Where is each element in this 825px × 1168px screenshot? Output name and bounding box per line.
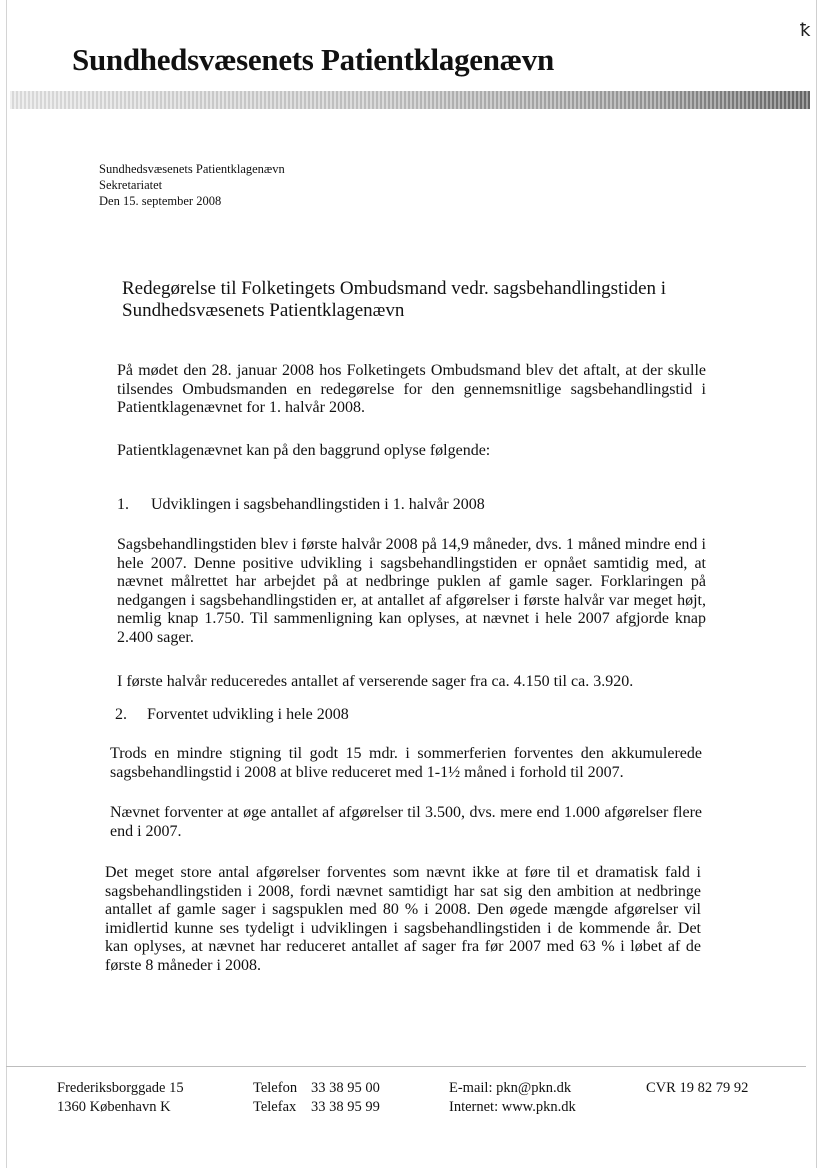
footer-fax: 33 38 95 99 xyxy=(311,1099,380,1115)
sender-date: Den 15. september 2008 xyxy=(99,194,222,208)
scan-right-edge xyxy=(816,0,817,1168)
section-2-heading xyxy=(115,706,349,725)
section-1-number: 1. xyxy=(117,496,129,513)
lead-paragraph: Patientklagenævnet kan på den baggrund oplyse følgende: xyxy=(117,442,491,459)
footer-phone-label: Telefon xyxy=(253,1080,298,1096)
scan-left-edge xyxy=(6,0,7,1168)
sender-department: Sekretariatet xyxy=(99,178,163,192)
section-1-heading xyxy=(117,496,485,515)
footer-cvr: CVR 19 82 79 92 xyxy=(646,1080,749,1096)
footer-contact xyxy=(449,1079,576,1117)
section-2-title: Forventet udvikling i hele 2008 xyxy=(147,706,349,723)
footer-street: Frederiksborggade 15 xyxy=(57,1080,184,1096)
intro-paragraph: På mødet den 28. januar 2008 hos Folketingets Ombudsmand blev det aftalt, at der skulle tilsendes Ombudsmanden en redegørelse for den gennemsnitlige sagsbehandlingstid i Patientklagenævnet for 1. halvår 2008. xyxy=(117,362,706,416)
footer-divider xyxy=(6,1066,806,1067)
footer-fax-label: Telefax xyxy=(253,1099,297,1115)
section-2-paragraph-3: Det meget store antal afgørelser forventes som nævnt ikke at føre til et dramatisk fald i sagsbehandlingstiden i 2008, fordi nævnet samtidigt har sat sig den ambition at nedbringe antallet af gamle sager i sagspuklen med 80 % i 2008. Den øgede mængde afgørelser vil imidlertid kunne ses tydeligt i udviklingen i sagsbehandlingstiden i de kommende år. Det kan oplyses, at nævnet har reduceret antallet af sager fra før 2007 med 63 % i løbet af de første 8 måneder i 2008. xyxy=(105,864,701,974)
section-2-paragraph-2: Nævnet forventer at øge antallet af afgørelser til 3.500, dvs. mere end 1.000 afgørelser flere end i 2007. xyxy=(110,804,702,840)
section-1-title: Udviklingen i sagsbehandlingstiden i 1. halvår 2008 xyxy=(151,496,485,513)
footer-internet: Internet: www.pkn.dk xyxy=(449,1099,576,1115)
section-2-paragraph-1: Trods en mindre stigning til godt 15 mdr. i sommerferien forventes den akkumulerede sagsbehandlingstid i 2008 at blive reduceret med 1-1½ måned i forhold til 2007. xyxy=(110,745,702,781)
section-2-number: 2. xyxy=(115,706,127,723)
footer-email: E-mail: pkn@pkn.dk xyxy=(449,1080,572,1096)
sender-block xyxy=(99,161,285,209)
sender-organisation: Sundhedsvæsenets Patientklagenævn xyxy=(99,162,285,176)
footer-city: 1360 København K xyxy=(57,1099,171,1115)
document-title: Redegørelse til Folketingets Ombudsmand vedr. sagsbehandlingstiden i Sundhedsvæsenets Patientklagenævn xyxy=(122,278,667,321)
footer-phone: 33 38 95 00 xyxy=(311,1080,380,1096)
footer-phone-block xyxy=(253,1079,380,1117)
section-1-paragraph-2: I første halvår reduceredes antallet af verserende sager fra ca. 4.150 til ca. 3.920. xyxy=(117,673,634,690)
footer-address xyxy=(57,1079,184,1117)
section-1-paragraph-1: Sagsbehandlingstiden blev i første halvår 2008 på 14,9 måneder, dvs. 1 måned mindre end i hele 2007. Denne positive udvikling i sagsbehandlingstiden er opnået samtidig med, at nævnet målrettet har arbejdet på at nedbringe puklen af gamle sager. Forklaringen på nedgangen i sagsbehandlingstiden er, at antallet af afgørelser i første halvår var meget højt, nemlig knap 1.750. Til sammenligning kan oplyses, at nævnet i hele 2007 afgjorde knap 2.400 sager. xyxy=(117,536,706,646)
letterhead-bar xyxy=(10,91,810,109)
corner-mark: ꝁ xyxy=(800,20,811,41)
letterhead-title: Sundhedsvæsenets Patientklagenævn xyxy=(72,42,554,77)
